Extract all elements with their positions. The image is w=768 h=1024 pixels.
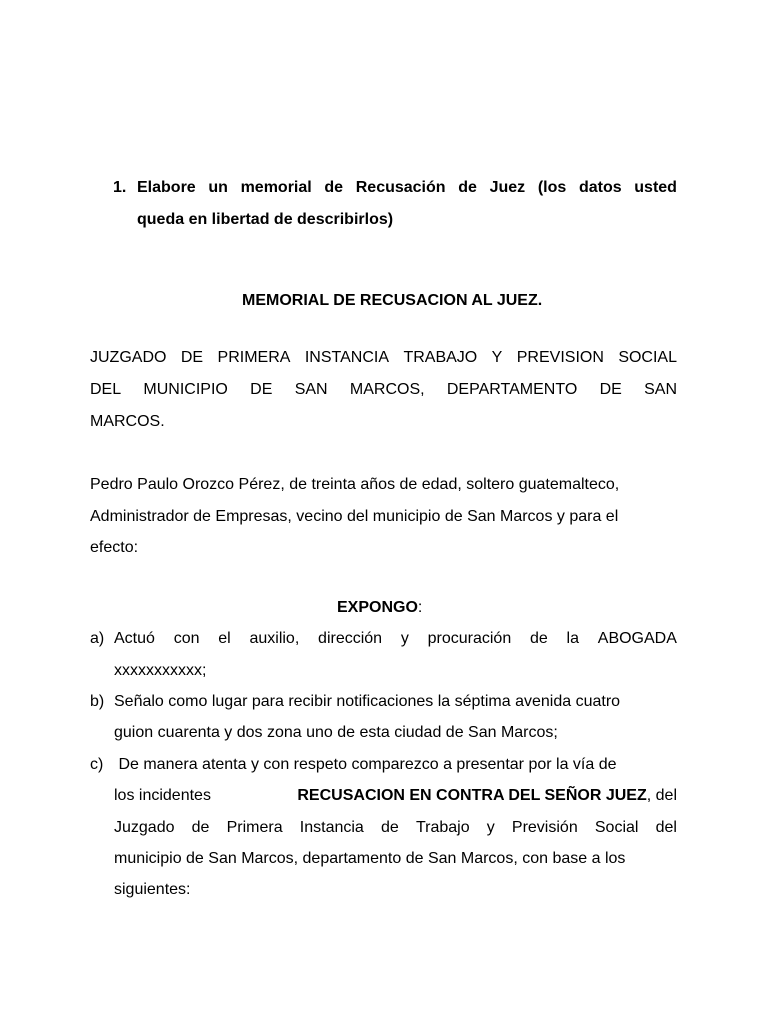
expongo-label: EXPONGO xyxy=(337,599,418,616)
word: JUZGADO xyxy=(90,349,167,366)
item-c-line-2-post: , del xyxy=(646,787,677,804)
word: Instancia xyxy=(299,819,364,836)
word: Previsión xyxy=(511,819,578,836)
question-line-2: queda en libertad de describirlos) xyxy=(137,211,394,228)
word: y xyxy=(486,819,495,836)
word: Trabajo xyxy=(415,819,470,836)
word: con xyxy=(173,630,200,647)
item-a-line-1 xyxy=(114,629,677,649)
word: el xyxy=(218,630,231,647)
item-c-line-4: municipio de San Marcos, departamento de San Marcos, con base a los xyxy=(114,850,626,867)
item-a-line-2: xxxxxxxxxxx; xyxy=(114,662,207,679)
word: ABOGADA xyxy=(597,630,677,647)
word: Actuó xyxy=(114,630,155,647)
item-c-line-3 xyxy=(114,818,677,838)
word: de xyxy=(458,179,477,196)
word: MARCOS, xyxy=(349,381,425,398)
item-c-line-2-bold: RECUSACION EN CONTRA DEL SEÑOR JUEZ xyxy=(297,787,647,804)
document-title: MEMORIAL DE RECUSACION AL JUEZ. xyxy=(242,292,543,309)
item-b-line-2: guion cuarenta y dos zona uno de esta ciudad de San Marcos; xyxy=(114,724,558,741)
word: DEL xyxy=(90,381,122,398)
word: TRABAJO xyxy=(403,349,478,366)
word: SAN xyxy=(294,381,328,398)
item-c-marker: c) xyxy=(90,756,104,773)
expongo-heading xyxy=(337,598,422,618)
word: DE xyxy=(180,349,204,366)
court-line-3: MARCOS. xyxy=(90,413,165,430)
word: del xyxy=(655,819,677,836)
question-line-1 xyxy=(137,178,677,198)
word: Primera xyxy=(226,819,283,836)
item-c-line-2-pre: los incidentes xyxy=(114,787,211,804)
word: datos xyxy=(578,179,622,196)
item-b-marker: b) xyxy=(90,693,105,710)
word: SOCIAL xyxy=(618,349,677,366)
word: usted xyxy=(634,179,677,196)
word: auxilio, xyxy=(249,630,300,647)
court-line-2 xyxy=(90,380,677,400)
word: MUNICIPIO xyxy=(143,381,228,398)
word: Juzgado xyxy=(114,819,175,836)
item-c-line-1: De manera atenta y con respeto comparezco a presentar por la vía de xyxy=(114,756,617,773)
expongo-colon: : xyxy=(417,599,423,616)
word: PRIMERA xyxy=(217,349,291,366)
word: (los xyxy=(537,179,567,196)
question-number: 1. xyxy=(113,179,127,196)
word: de xyxy=(380,819,399,836)
word: DEPARTAMENTO xyxy=(446,381,578,398)
word: procuración xyxy=(427,630,512,647)
word: DE xyxy=(599,381,622,398)
word: INSTANCIA xyxy=(304,349,390,366)
word: Social xyxy=(594,819,639,836)
item-a-marker: a) xyxy=(90,630,105,647)
petitioner-line-1: Pedro Paulo Orozco Pérez, de treinta años de edad, soltero guatemalteco, xyxy=(90,476,620,493)
word: dirección xyxy=(318,630,383,647)
word: memorial xyxy=(240,179,312,196)
word: de xyxy=(191,819,210,836)
petitioner-line-3: efecto: xyxy=(90,539,139,556)
word: Elabore xyxy=(137,179,196,196)
word: DE xyxy=(250,381,273,398)
court-line-1 xyxy=(90,348,677,368)
word: SAN xyxy=(644,381,677,398)
word: la xyxy=(566,630,579,647)
item-c-line-5: siguientes: xyxy=(114,881,191,898)
petitioner-line-2: Administrador de Empresas, vecino del municipio de San Marcos y para el xyxy=(90,508,619,525)
word: PREVISION xyxy=(516,349,604,366)
word: Recusación xyxy=(355,179,446,196)
word: de xyxy=(529,630,548,647)
item-b-line-1: Señalo como lugar para recibir notificaciones la séptima avenida cuatro xyxy=(114,693,621,710)
word: Y xyxy=(491,349,503,366)
word: de xyxy=(324,179,344,196)
word: y xyxy=(400,630,409,647)
word: un xyxy=(208,179,228,196)
word: Juez xyxy=(489,179,526,196)
item-c-line-2 xyxy=(114,786,677,806)
